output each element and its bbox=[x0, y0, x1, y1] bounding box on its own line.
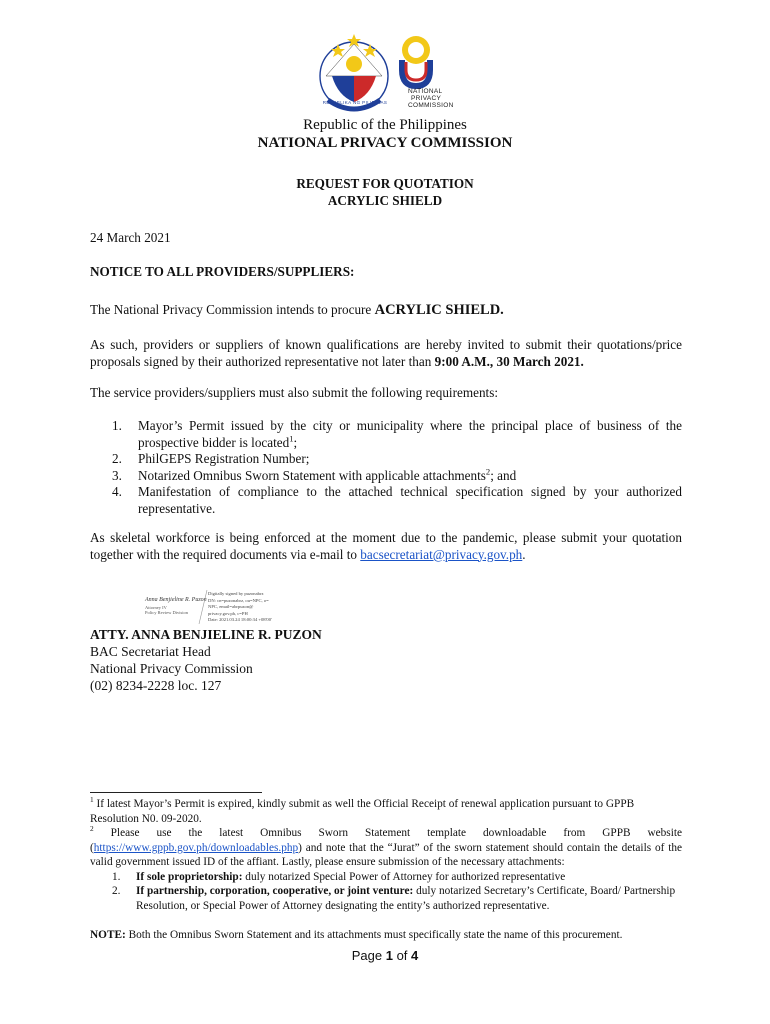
npc-logo-line: PRIVACY bbox=[411, 95, 442, 102]
footnote-list-number: 2. bbox=[112, 885, 121, 897]
page-number bbox=[0, 948, 770, 963]
signature-subtitle bbox=[145, 605, 205, 615]
requirement-item bbox=[90, 418, 682, 451]
footnote-list-item bbox=[90, 884, 682, 913]
doc-title-line1: REQUEST FOR QUOTATION bbox=[296, 176, 474, 191]
signature-sub-line: Policy Review Division bbox=[145, 610, 188, 615]
signatory-name: ATTY. ANNA BENJIELINE R. PUZON bbox=[90, 627, 322, 642]
closing-text: As skeletal workforce is being enforced at the moment due to the pandemic, please submit your quotation together with the required documents via e-mail to bbox=[90, 530, 682, 562]
footnote-list-bold: If partnership, corporation, cooperative, or joint venture: bbox=[136, 885, 414, 897]
requirement-item bbox=[90, 484, 682, 517]
requirement-text: Notarized Omnibus Sworn Statement with applicable attachments bbox=[138, 467, 486, 483]
invitation-paragraph bbox=[90, 337, 682, 370]
requirements-list bbox=[90, 418, 682, 517]
requirement-tail: ; and bbox=[490, 467, 517, 483]
digital-signature-info bbox=[208, 591, 308, 624]
signatory-block bbox=[90, 626, 682, 694]
requirement-tail: ; bbox=[293, 434, 298, 450]
gppb-link[interactable]: https://www.gppb.gov.ph/downloadables.php bbox=[93, 841, 299, 854]
signatory-phone: (02) 8234-2228 loc. 127 bbox=[90, 678, 222, 693]
intro-paragraph bbox=[90, 302, 682, 319]
npc-logo-line: COMMISSION bbox=[408, 102, 454, 109]
digital-sig-line: Digitally signed by puzonabrz bbox=[208, 591, 264, 596]
signatory-position: BAC Secretariat Head bbox=[90, 644, 211, 659]
note-label: NOTE: bbox=[90, 929, 126, 941]
digital-sig-line: DN: cn=puzonabrz, ou=NPC, o= bbox=[208, 597, 269, 603]
notice-heading: NOTICE TO ALL PROVIDERS/SUPPLIERS: bbox=[90, 264, 355, 279]
page-prefix: Page bbox=[351, 948, 386, 963]
signatory-office: National Privacy Commission bbox=[90, 661, 253, 676]
procured-item: ACRYLIC SHIELD. bbox=[374, 302, 504, 318]
requirement-number: 4. bbox=[112, 484, 122, 499]
doc-title-line2: ACRYLIC SHIELD bbox=[327, 193, 443, 208]
requirement-item bbox=[90, 468, 682, 485]
footnote-ref: 2 bbox=[485, 466, 491, 477]
requirement-text: Manifestation of compliance to the attached technical specification signed by your authorized representative. bbox=[138, 484, 682, 516]
note-line bbox=[90, 928, 682, 943]
page-sep: of bbox=[392, 948, 412, 963]
closing-end: . bbox=[522, 546, 526, 562]
agency-name: NATIONAL PRIVACY COMMISSION bbox=[257, 135, 513, 151]
footnote-text: If latest Mayor’s Permit is expired, kindly submit as well the Official Receipt of renewal application pursuant to GPPB Resolution N0. 09-2020. bbox=[90, 798, 635, 825]
requirements-intro: The service providers/suppliers must also submit the following requirements: bbox=[90, 385, 499, 400]
footnote-text: Please use the latest Omnibus Sworn Statement template downloadable from GPPB website bbox=[93, 827, 682, 839]
republic-line: Republic of the Philippines bbox=[303, 117, 467, 133]
footnote-mark: 1 bbox=[90, 795, 94, 805]
signature-divider-icon bbox=[198, 590, 208, 624]
invitation-line1: As such, providers or suppliers of known qualifications are hereby invited to submit their quotations/price bbox=[90, 337, 682, 352]
footnote-rule bbox=[90, 792, 262, 793]
footnote-mark: 2 bbox=[90, 824, 94, 834]
digital-sig-line: Date: 2021.03.24 18:00:34 +08'00' bbox=[208, 617, 272, 622]
note-text: Both the Omnibus Sworn Statement and its attachments must specifically state the name of this procurement. bbox=[125, 929, 623, 941]
closing-paragraph bbox=[90, 530, 682, 563]
page-total: 4 bbox=[411, 948, 419, 963]
footnote-list-text: duly notarized Special Power of Attorney for authorized representative bbox=[242, 870, 566, 883]
signature-sub-line: Attorney IV bbox=[145, 605, 167, 610]
footnote-list-item bbox=[90, 870, 682, 885]
npc-logo-line: NATIONAL bbox=[408, 88, 443, 95]
requirement-text: PhilGEPS Registration Number; bbox=[138, 451, 310, 466]
signature-script: Anna Benjieline R. Puzon bbox=[145, 597, 207, 603]
footnote-list-number: 1. bbox=[112, 870, 121, 883]
digital-sig-line: NPC, email=abrpuzon@ bbox=[208, 604, 254, 609]
footnote-text: and note that the “Jurat” of the sworn statement should contain the details of the valid government issued ID of the affiant. Lastly, please ensure submission of the necessary attachments: bbox=[90, 841, 682, 868]
requirement-text: Mayor’s Permit issued by the city or municipality where the principal place of business of the prospective bidder is located bbox=[138, 418, 682, 450]
document-date: 24 March 2021 bbox=[90, 230, 171, 245]
page-current: 1 bbox=[385, 948, 393, 963]
footnote-list-text: duly notarized Secretary’s Certificate, Board/ Partnership Resolution, or Special Power of Attorney designating the entity’s authorized representative. bbox=[136, 885, 676, 912]
intro-text: The National Privacy Commission intends to procure bbox=[90, 302, 375, 317]
requirement-number: 2. bbox=[112, 451, 122, 466]
footnote-list-bold: If sole proprietorship: bbox=[136, 870, 243, 883]
footnote-2: $^2$ Please use the latest Omnibus Sworn Statement template downloadable from GPPB website (https://www.gppb.gov.ph/downloadables.php) and note that the “Jurat” of the sworn statement should contain the details of the valid government issued ID of the affiant. Lastly, please ensure submission of the necessary attachments: 1. If sole proprietorship: duly notarized Special Power of Attorney for authorized representative 2. If partnership, corporation, cooperative, or joint venture: duly notarized Secretary’s Certificate, Board/ Partnership Resolution, or Special Power of Attorney designating the entity’s authorized representative. bbox=[90, 824, 682, 912]
seal-text: REPUBLIKA NG PILIPINAS bbox=[322, 100, 388, 105]
invitation-line2: proposals signed by their authorized representative not later than bbox=[90, 353, 435, 369]
email-link[interactable]: bacsecretariat@privacy.gov.ph bbox=[360, 546, 523, 562]
footnote-ref: 1 bbox=[289, 433, 294, 444]
requirement-number: 3. bbox=[112, 467, 122, 483]
requirement-number: 1. bbox=[112, 418, 122, 433]
submission-deadline: 9:00 A.M., 30 March 2021. bbox=[434, 353, 584, 369]
footnote-1 bbox=[90, 797, 682, 826]
npc-logo-text bbox=[408, 88, 454, 109]
requirement-item bbox=[90, 451, 682, 468]
digital-sig-line: privacy.gov.ph, c=PH bbox=[208, 610, 248, 616]
